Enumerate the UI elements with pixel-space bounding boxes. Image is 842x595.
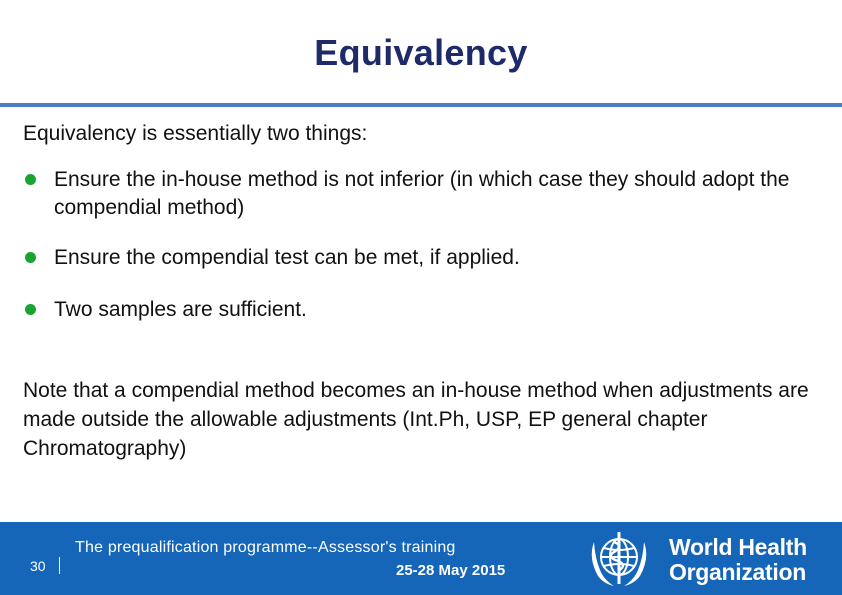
slide-body — [23, 120, 823, 463]
bullet-item — [23, 296, 823, 324]
bullet-text: Ensure the in-house method is not inferior (in which case they should adopt the compendial method) — [54, 168, 790, 219]
slide-title: Equivalency — [314, 32, 528, 73]
bullet-list — [23, 166, 823, 324]
org-name-line1: World Health — [669, 534, 807, 560]
footer-programme: The prequalification programme--Assessor's training — [75, 539, 456, 556]
note-text: Note that a compendial method becomes an in-house method when adjustments are made outside the allowable adjustments (Int.Ph, USP, EP general chapter Chromatography) — [23, 379, 809, 460]
footer-bar — [0, 522, 842, 595]
who-emblem-icon — [586, 530, 652, 588]
org-name-line2: Organization — [669, 559, 806, 585]
bullet-dot-icon — [25, 174, 36, 185]
title-divider — [0, 103, 842, 107]
bullet-item — [23, 166, 823, 222]
bullet-dot-icon — [25, 252, 36, 263]
bullet-item — [23, 244, 823, 272]
who-wordmark — [669, 535, 807, 585]
bullet-text: Two samples are sufficient. — [54, 298, 307, 321]
intro-text: Equivalency is essentially two things: — [23, 122, 368, 145]
page-number: 30 — [30, 558, 46, 574]
bullet-dot-icon — [25, 304, 36, 315]
page-number-separator — [59, 557, 60, 574]
bullet-text: Ensure the compendial test can be met, if applied. — [54, 246, 520, 269]
footer-dates: 25-28 May 2015 — [396, 562, 506, 579]
